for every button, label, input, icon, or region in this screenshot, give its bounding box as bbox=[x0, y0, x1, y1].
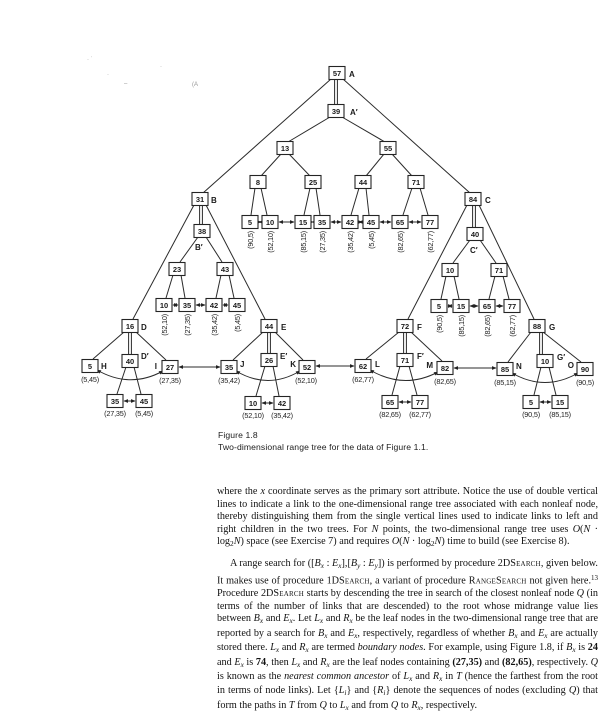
svg-text:65: 65 bbox=[395, 218, 405, 227]
tree-node-35 bbox=[179, 299, 195, 312]
node-tag-label: E′ bbox=[280, 352, 288, 361]
svg-text:77: 77 bbox=[415, 398, 425, 407]
svg-text:57: 57 bbox=[332, 69, 342, 78]
svg-text:26: 26 bbox=[264, 356, 274, 365]
point-coordinate-label: (5,45) bbox=[233, 314, 242, 332]
node-tag-label: A bbox=[349, 70, 355, 79]
svg-text:85: 85 bbox=[500, 365, 510, 374]
svg-text:82: 82 bbox=[440, 364, 450, 373]
tree-node-84 bbox=[465, 193, 491, 206]
node-tag-label: G′ bbox=[557, 353, 566, 362]
svg-text:52: 52 bbox=[302, 363, 312, 372]
svg-text:10: 10 bbox=[445, 266, 455, 275]
svg-text:15: 15 bbox=[298, 218, 308, 227]
node-tag-label: C bbox=[485, 196, 491, 205]
point-coordinate-label: (62,77) bbox=[352, 375, 374, 384]
tree-node-10 bbox=[442, 264, 458, 277]
svg-text:38: 38 bbox=[197, 227, 207, 236]
tree-node-43 bbox=[217, 263, 233, 276]
point-coordinate-label: (5,45) bbox=[135, 409, 153, 418]
tree-node-10 bbox=[262, 216, 278, 229]
svg-text:10: 10 bbox=[248, 399, 258, 408]
tree-node-10 bbox=[245, 397, 261, 410]
point-coordinate-label: (27,35) bbox=[318, 231, 327, 253]
node-tag-label: G bbox=[549, 323, 556, 332]
point-coordinate-label: (85,15) bbox=[299, 231, 308, 253]
node-tag-label: H bbox=[101, 362, 107, 371]
tree-node-26 bbox=[261, 352, 287, 367]
svg-text:35: 35 bbox=[110, 397, 120, 406]
point-coordinate-label: (90,5) bbox=[246, 231, 255, 249]
tree-node-65 bbox=[479, 300, 495, 313]
svg-text:5: 5 bbox=[247, 218, 253, 227]
point-coordinate-label: (62,77) bbox=[426, 231, 435, 253]
svg-text:45: 45 bbox=[366, 218, 376, 227]
svg-text:77: 77 bbox=[425, 218, 435, 227]
svg-text:31: 31 bbox=[195, 195, 205, 204]
point-coordinate-label: (52,10) bbox=[242, 411, 264, 420]
svg-text:44: 44 bbox=[264, 322, 274, 331]
tree-node-72 bbox=[397, 320, 422, 333]
point-coordinate-label: (35,42) bbox=[210, 314, 219, 336]
svg-text:16: 16 bbox=[125, 322, 135, 331]
tree-node-16 bbox=[122, 320, 147, 333]
point-coordinate-label: (27,35) bbox=[104, 409, 126, 418]
tree-node-42 bbox=[206, 299, 222, 312]
point-coordinate-label: (52,10) bbox=[295, 376, 317, 385]
svg-text:71: 71 bbox=[494, 266, 504, 275]
point-coordinate-label: (90,5) bbox=[576, 378, 594, 387]
node-tag-label: O bbox=[567, 361, 574, 370]
scan-artifact: (A bbox=[192, 82, 198, 88]
svg-text:71: 71 bbox=[400, 356, 410, 365]
body-paragraph: where the x coordinate serves as the primary sort attribute. Notice the use of double vertical lines to indicate a link to the one-dimensional range tree associated with each nonleaf node, thereby distinguishing them from the single vertical lines used to indicate links to left and right children in the two trees. For N points, the two-dimensional range tree uses $O(N \cdot \log_2N)$ space (see Exercise 7) and requires $O(N \cdot \log_2N)$ time to build (see Exercise 8). bbox=[217, 486, 598, 549]
tree-node-15 bbox=[295, 216, 311, 229]
figure-caption-label: Figure 1.8 bbox=[218, 430, 258, 440]
node-tag-label: J bbox=[240, 360, 245, 369]
tree-node-35 bbox=[314, 216, 330, 229]
tree-node-44 bbox=[261, 320, 287, 333]
svg-text:10: 10 bbox=[540, 357, 550, 366]
svg-text:77: 77 bbox=[507, 302, 517, 311]
node-tag-label: B′ bbox=[195, 243, 203, 252]
svg-text:55: 55 bbox=[383, 144, 393, 153]
svg-text:15: 15 bbox=[456, 302, 466, 311]
tree-node-27 bbox=[155, 361, 178, 374]
node-tag-label: L bbox=[375, 360, 380, 369]
scan-artifact: – bbox=[124, 81, 128, 87]
body-paragraph: A range search for ([Bx : Ex],[By : Ey]) is performed by procedure 2DSearch, given below. It makes use of procedure 1DSearch, a variant of procedure RangeSearch not given here.$^{13}$ Procedure 2DSearch starts by descending the tree in search of the closest nonleaf node Q (in terms of the number of links that are descended) to the root whose midrange value lies between Bx and Ex. Let Lx and Rx be the leaf nodes in the two-dimensional range tree that are reported by a search for Bx and Ex, respectively, regardless of whether Bx and Ex are actually stored there. Lx and Rx are termed boundary nodes. For example, using Figure 1.8, if Bx is 24 and Ex is 74, then Lx and Rx are the leaf nodes containing (27,35) and (82,65), respectively. Q is known as the nearest common ancestor of Lx and Rx in T (hence the farthest from the root in terms of node links). Let {Li} and {Ri} denote the sequences of nodes (excluding Q) that form the paths in T from Q to Lx and from Q to Rx, respectively. bbox=[217, 557, 599, 712]
tree-node-88 bbox=[529, 320, 555, 333]
node-tag-label: C′ bbox=[470, 246, 478, 255]
svg-text:35: 35 bbox=[224, 363, 234, 372]
tree-node-42 bbox=[274, 397, 290, 410]
svg-text:40: 40 bbox=[125, 357, 135, 366]
svg-text:84: 84 bbox=[468, 195, 478, 204]
tree-node-35 bbox=[107, 395, 123, 408]
point-coordinate-label: (52,10) bbox=[160, 314, 169, 336]
svg-text:25: 25 bbox=[308, 178, 318, 187]
node-tag-label: M bbox=[426, 361, 433, 370]
point-coordinate-label: (5,45) bbox=[367, 231, 376, 249]
point-coordinate-label: (62,77) bbox=[508, 315, 517, 337]
point-coordinate-label: (35,42) bbox=[271, 411, 293, 420]
svg-text:8: 8 bbox=[255, 178, 261, 187]
tree-node-45 bbox=[136, 395, 152, 408]
svg-text:45: 45 bbox=[232, 301, 242, 310]
tree-node-71 bbox=[408, 176, 424, 189]
node-tag-label: I bbox=[154, 362, 157, 371]
scan-artifact: · bbox=[107, 72, 109, 78]
svg-text:35: 35 bbox=[317, 218, 327, 227]
scan-artifact: · ˙ bbox=[87, 57, 93, 63]
svg-text:15: 15 bbox=[555, 398, 565, 407]
point-coordinate-label: (82,65) bbox=[434, 377, 456, 386]
tree-node-23 bbox=[169, 263, 185, 276]
tree-node-15 bbox=[552, 396, 568, 409]
tree-node-85 bbox=[497, 362, 522, 376]
figure-caption bbox=[218, 430, 428, 454]
edge-layer bbox=[93, 79, 581, 396]
tree-node-42 bbox=[342, 216, 358, 229]
svg-text:65: 65 bbox=[385, 398, 395, 407]
tree-node-71 bbox=[397, 352, 424, 367]
tree-node-10 bbox=[537, 353, 565, 368]
svg-text:42: 42 bbox=[277, 399, 287, 408]
tree-node-77 bbox=[422, 216, 438, 229]
tree-node-65 bbox=[392, 216, 408, 229]
point-coordinate-label: (62,77) bbox=[409, 410, 431, 419]
point-coordinate-label: (35,42) bbox=[346, 231, 355, 253]
tree-node-45 bbox=[363, 216, 379, 229]
point-coordinate-label: (90,5) bbox=[522, 410, 540, 419]
svg-text:43: 43 bbox=[220, 265, 230, 274]
svg-text:88: 88 bbox=[532, 322, 542, 331]
tree-node-13 bbox=[277, 142, 293, 155]
tree-node-90 bbox=[568, 361, 593, 376]
tree-node-5 bbox=[523, 396, 539, 409]
svg-text:10: 10 bbox=[159, 301, 169, 310]
tree-node-15 bbox=[453, 300, 469, 313]
tree-node-38 bbox=[194, 225, 210, 253]
point-coordinate-label: (85,15) bbox=[549, 410, 571, 419]
tree-node-39 bbox=[328, 105, 358, 118]
svg-text:13: 13 bbox=[280, 144, 290, 153]
node-layer bbox=[82, 67, 593, 410]
node-tag-label: D′ bbox=[141, 352, 149, 361]
svg-text:40: 40 bbox=[470, 230, 480, 239]
svg-text:39: 39 bbox=[331, 107, 341, 116]
point-coordinate-label: (27,35) bbox=[159, 376, 181, 385]
node-tag-label: E bbox=[281, 323, 287, 332]
svg-text:62: 62 bbox=[358, 362, 368, 371]
tree-node-77 bbox=[412, 396, 428, 409]
svg-text:71: 71 bbox=[411, 178, 421, 187]
point-coordinate-label: (82,65) bbox=[483, 315, 492, 337]
node-tag-label: D bbox=[141, 323, 147, 332]
svg-text:5: 5 bbox=[436, 302, 442, 311]
svg-text:42: 42 bbox=[345, 218, 355, 227]
svg-text:65: 65 bbox=[482, 302, 492, 311]
tree-node-57 bbox=[329, 67, 355, 80]
point-coordinate-label: (5,45) bbox=[81, 375, 99, 384]
svg-text:45: 45 bbox=[139, 397, 149, 406]
tree-node-62 bbox=[355, 360, 380, 373]
tree-node-71 bbox=[491, 264, 507, 277]
tree-node-31 bbox=[192, 193, 217, 206]
tree-node-5 bbox=[82, 360, 107, 373]
node-tag-label: B bbox=[211, 196, 217, 205]
svg-text:90: 90 bbox=[580, 365, 590, 374]
node-tag-label: N bbox=[516, 362, 522, 371]
tree-node-82 bbox=[426, 361, 453, 375]
tree-node-77 bbox=[504, 300, 520, 313]
svg-text:35: 35 bbox=[182, 301, 192, 310]
point-coordinate-label: (85,15) bbox=[457, 315, 466, 337]
svg-text:44: 44 bbox=[358, 178, 368, 187]
point-coordinate-label: (90,5) bbox=[435, 315, 444, 333]
tree-node-5 bbox=[431, 300, 447, 313]
svg-text:5: 5 bbox=[87, 362, 93, 371]
body-text bbox=[217, 486, 598, 721]
tree-node-52 bbox=[290, 360, 315, 374]
point-coordinate-label: (82,65) bbox=[379, 410, 401, 419]
tree-node-45 bbox=[229, 299, 245, 312]
point-coordinate-label: (52,10) bbox=[266, 231, 275, 253]
svg-text:42: 42 bbox=[209, 301, 219, 310]
svg-text:27: 27 bbox=[165, 363, 175, 372]
tree-node-25 bbox=[305, 176, 321, 189]
node-tag-label: F′ bbox=[417, 352, 424, 361]
tree-node-65 bbox=[382, 396, 398, 409]
point-coordinate-label: (85,15) bbox=[494, 378, 516, 387]
tree-node-44 bbox=[355, 176, 371, 189]
svg-text:5: 5 bbox=[528, 398, 534, 407]
node-tag-label: K bbox=[290, 360, 296, 369]
tree-node-40 bbox=[122, 352, 149, 368]
svg-text:10: 10 bbox=[265, 218, 275, 227]
node-tag-label: A′ bbox=[350, 108, 358, 117]
tree-node-5 bbox=[242, 216, 258, 229]
tree-node-8 bbox=[250, 176, 266, 189]
tree-node-10 bbox=[156, 299, 172, 312]
tree-node-55 bbox=[380, 142, 396, 155]
tree-node-35 bbox=[221, 360, 244, 374]
svg-text:72: 72 bbox=[400, 322, 410, 331]
node-tag-label: F bbox=[417, 323, 422, 332]
scan-artifact: · bbox=[160, 64, 162, 70]
figure-caption-text: Two-dimensional range tree for the data of Figure 1.1. bbox=[218, 441, 429, 452]
svg-text:23: 23 bbox=[172, 265, 182, 274]
point-coordinate-label: (27,35) bbox=[183, 314, 192, 336]
point-coordinate-label: (82,65) bbox=[396, 231, 405, 253]
point-coordinate-label: (35,42) bbox=[218, 376, 240, 385]
